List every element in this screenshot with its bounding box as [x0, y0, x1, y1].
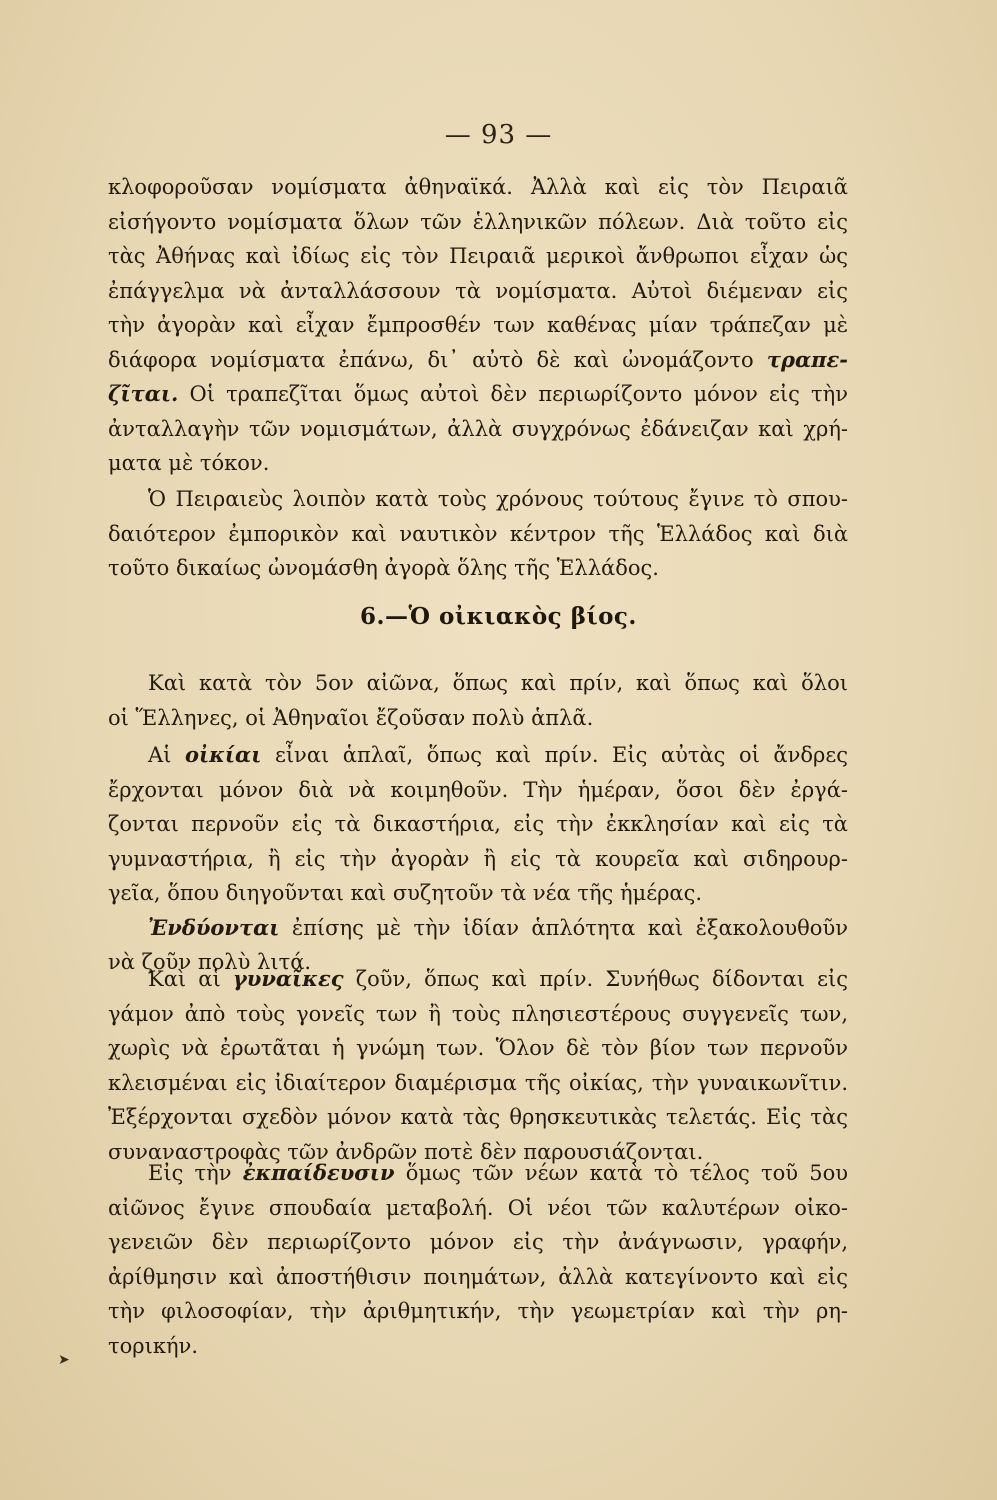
- paragraph-women: [108, 962, 848, 1169]
- text-line: τὴν φιλοσοφίαν, τὴν ἀριθμητικήν, τὴν γεωμετρίαν καὶ τὴν ρη-: [108, 1299, 848, 1323]
- paragraph-houses: [108, 738, 848, 980]
- bold-term: ἐκπαίδευσιν: [242, 1160, 395, 1185]
- text-line: Καὶ κατὰ τὸν 5ον αἰῶνα, ὅπως καὶ πρίν, καὶ ὅπως καὶ ὅλοι: [148, 671, 848, 695]
- bold-term: οἰκίαι: [184, 742, 262, 767]
- text-line: γάμον ἀπὸ τοὺς γονεῖς των ἢ τοὺς πλησιεστέρους συγγενεῖς των,: [108, 1001, 848, 1026]
- paragraph-education: [108, 1156, 848, 1363]
- text-line: Καὶ αἱ γυναῖκες ζοῦν, ὅπως καὶ πρίν. Συνήθως δίδονται εἰς: [148, 966, 848, 991]
- page-number: — 93 —: [444, 120, 553, 150]
- text-line: γενειῶν δὲν περιωρίζοντο μόνον εἰς τὴν ἀνάγνωσιν, γραφήν,: [108, 1230, 848, 1254]
- section-heading: 6.—Ὁ οἰκιακὸς βίος.: [360, 603, 637, 630]
- text-line: τὴν ἀγορὰν καὶ εἶχαν ἔμπροσθέν των καθένας μίαν τράπεζαν μὲ: [108, 313, 848, 337]
- bold-term: ζῖται.: [108, 381, 179, 406]
- text-line: ζονται περνοῦν εἰς τὰ δικαστήρια, εἰς τὴν ἐκκλησίαν καὶ εἰς τὰ: [108, 812, 848, 836]
- text-line: Ἐξέρχονται σχεδὸν μόνον κατὰ τὰς θρησκευτικὰς τελετάς. Εἰς τὰς: [108, 1105, 848, 1129]
- paragraph-money-changers: [108, 170, 848, 481]
- text-line: ματα μὲ τόκον.: [108, 451, 270, 475]
- text-line: ἀρίθμησιν καὶ ἀποστήθισιν ποιημάτων, ἀλλὰ κατεγίνοντο καὶ εἰς: [108, 1264, 848, 1289]
- paragraph-piraeus: [108, 482, 848, 586]
- text-line: τοῦτο δικαίως ὠνομάσθη ἀγορὰ ὅλης τῆς Ἑλλάδος.: [108, 556, 659, 580]
- bold-term: Ἐνδύονται: [148, 914, 280, 940]
- text-line: τορικήν.: [108, 1333, 198, 1358]
- text-line: κλοφοροῦσαν νομίσματα ἀθηναϊκά. Ἀλλὰ καὶ εἰς τὸν Πειραιᾶ: [108, 175, 848, 199]
- text-line: τὰς Ἀθήνας καὶ ἰδίως εἰς τὸν Πειραιᾶ μερικοὶ ἄνθρωποι εἶχαν ὡς: [108, 244, 848, 268]
- text-line: ἐπάγγελμα νὰ ἀνταλλάσσουν τὰ νομίσματα. Αὐτοὶ διέμεναν εἰς: [108, 278, 848, 303]
- text-line: αἰῶνος ἔγινε σπουδαία μεταβολή. Οἱ νέοι τῶν καλυτέρων οἰκο-: [108, 1195, 848, 1220]
- text-line: εἰσήγοντο νομίσματα ὅλων τῶν ἑλληνικῶν πόλεων. Διὰ τοῦτο εἰς: [108, 209, 848, 234]
- text-line: Αἱ οἰκίαι εἶναι ἁπλαῖ, ὅπως καὶ πρίν. Εἰς αὐτὰς οἱ ἄνδρες: [148, 742, 848, 767]
- text-line: Ὁ Πειραιεὺς λοιπὸν κατὰ τοὺς χρόνους τούτους ἔγινε τὸ σπου-: [148, 487, 848, 511]
- text-line: ζῖται. Οἱ τραπεζῖται ὅμως αὐτοὶ δὲν περιωρίζοντο μόνον εἰς τὴν: [108, 381, 848, 406]
- text-line: γεῖα, ὅπου διηγοῦνται καὶ συζητοῦν τὰ νέα τῆς ἡμέρας.: [108, 881, 703, 905]
- margin-arrow-icon: ➤: [58, 1352, 70, 1368]
- text-line: γυμναστήρια, ἢ εἰς τὴν ἀγορὰν ἢ εἰς τὰ κουρεῖα καὶ σιδηρουρ-: [108, 846, 848, 871]
- text-line: διάφορα νομίσματα ἐπάνω, δι᾽ αὐτὸ δὲ καὶ ὠνομάζοντο τραπε-: [108, 346, 848, 372]
- text-line: Εἰς τὴν ἐκπαίδευσιν ὅμως τῶν νέων κατὰ τὸ τέλος τοῦ 5ου: [148, 1160, 848, 1185]
- text-line: νὰ ζοῦν πολὺ λιτά.: [108, 950, 312, 974]
- text-line: οἱ Ἕλληνες, οἱ Ἀθηναῖοι ἔζοῦσαν πολὺ ἁπλᾶ.: [108, 705, 594, 730]
- text-line: συναναστροφὰς τῶν ἀνδρῶν ποτὲ δὲν παρουσιάζονται.: [108, 1139, 704, 1164]
- text-line: Ἐνδύονται ἐπίσης μὲ τὴν ἰδίαν ἁπλότητα καὶ ἐξακολουθοῦν: [148, 914, 848, 940]
- text-line: χωρὶς νὰ ἐρωτᾶται ἡ γνώμη των. Ὅλον δὲ τὸν βίον των περνοῦν: [108, 1036, 848, 1060]
- bold-term: τραπε-: [766, 346, 848, 372]
- text-line: ἔρχονται μόνον διὰ νὰ κοιμηθοῦν. Τὴν ἡμέραν, ὅσοι δὲν ἐργά-: [108, 777, 848, 802]
- bold-term: γυναῖκες: [232, 966, 344, 991]
- text-line: δαιότερον ἐμπορικὸν καὶ ναυτικὸν κέντρον τῆς Ἑλλάδος καὶ διὰ: [108, 521, 848, 546]
- text-line: κλεισμέναι εἰς ἰδιαίτερον διαμέρισμα τῆς οἰκίας, τὴν γυναικωνῖτιν.: [108, 1070, 848, 1095]
- paragraph-simple-life: [108, 666, 848, 735]
- text-line: ἀνταλλαγὴν τῶν νομισμάτων, ἀλλὰ συγχρόνως ἐδάνειζαν καὶ χρή-: [108, 416, 848, 441]
